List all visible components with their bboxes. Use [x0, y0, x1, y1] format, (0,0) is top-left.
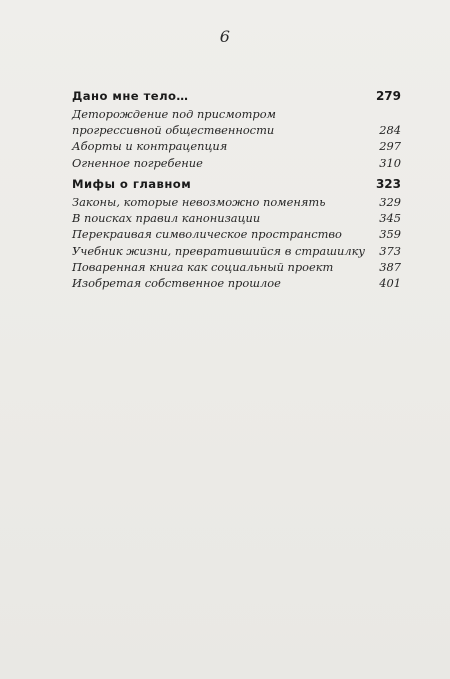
toc-entry [72, 210, 401, 226]
toc-entry [72, 194, 401, 210]
section-page-number: 279 [375, 89, 401, 103]
toc-entry [72, 138, 401, 154]
toc-entry-title: Изобретая собственное прошлое [72, 276, 281, 291]
toc-entry [72, 243, 401, 259]
toc-entry-page: 329 [379, 195, 401, 209]
toc-entry-page: 373 [379, 243, 401, 258]
toc-entry [72, 259, 401, 275]
toc-entry-title: Перекраивая символическое пространство [72, 227, 342, 242]
section-title: Мифы о главном [72, 177, 192, 191]
section-title: Дано мне тело… [72, 89, 189, 103]
toc-section-myths [72, 176, 401, 291]
toc-entry-title: Законы, которые невозможно поменять [72, 195, 326, 209]
toc-entry [72, 106, 401, 138]
toc-entry-page: 284 [379, 123, 401, 138]
toc-entry-page: 387 [379, 259, 401, 274]
toc-entry [72, 275, 401, 291]
toc-entry-page: 359 [379, 227, 401, 242]
toc-entry-page: 310 [379, 155, 401, 170]
toc-entry-title: Деторождение под присмотром прогрессивной общественности [72, 107, 276, 138]
toc-entry [72, 155, 401, 171]
toc-entry [72, 226, 401, 242]
toc-entry-page: 401 [379, 276, 401, 291]
page-number: 6 [219, 27, 231, 46]
section-header [72, 88, 401, 106]
section-page-number: 323 [375, 177, 401, 191]
toc-entry-title: Поваренная книга как социальный проект [72, 259, 334, 274]
toc-entry-title: Аборты и контрацепция [72, 139, 228, 154]
toc-entry-page: 297 [379, 139, 401, 154]
section-header [72, 176, 401, 194]
toc-section-body [72, 88, 401, 171]
toc-entry-title: Учебник жизни, превратившийся в страшилку [72, 243, 366, 258]
toc-entry-title: В поисках правил канонизации [72, 211, 261, 226]
toc-entry-title: Огненное погребение [72, 155, 203, 170]
toc-entry-page: 345 [379, 211, 401, 226]
